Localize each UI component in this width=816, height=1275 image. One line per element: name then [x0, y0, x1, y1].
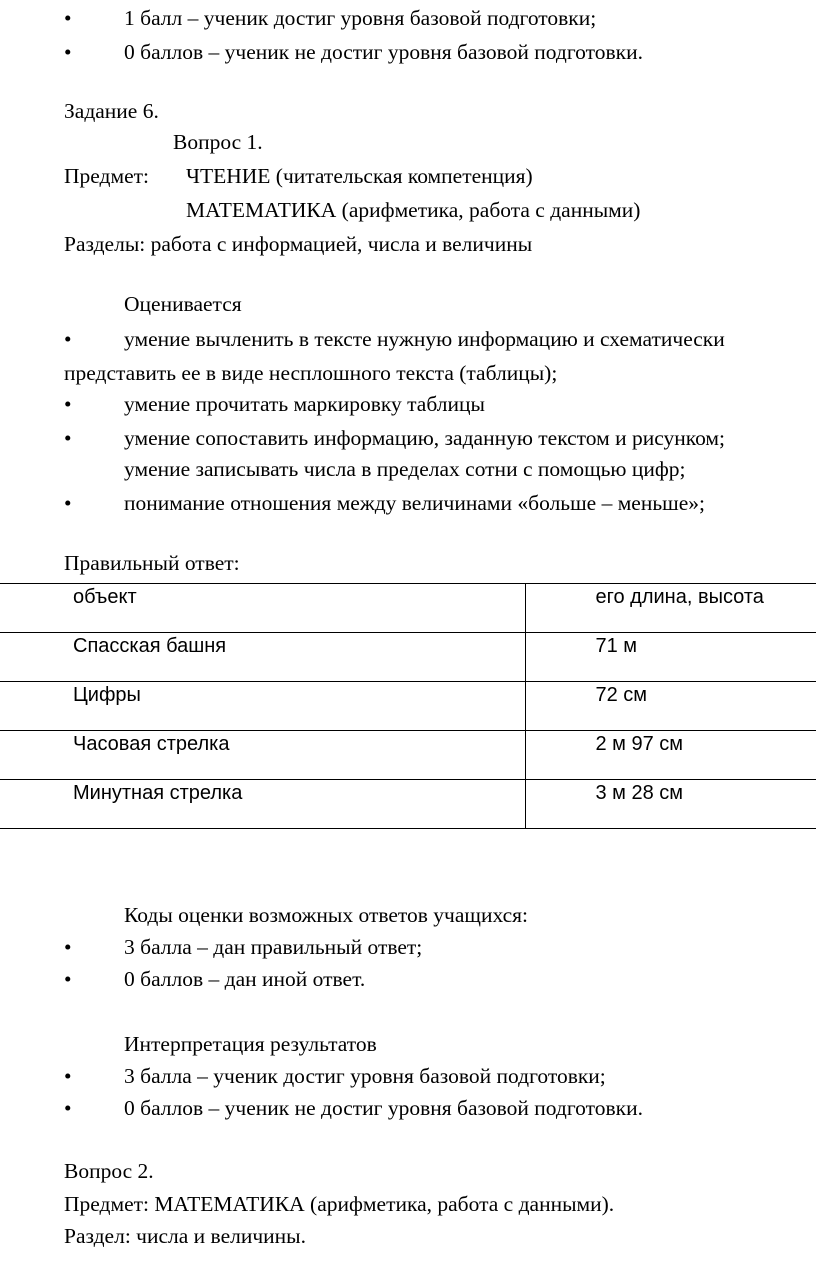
table-cell-length: 71 м [525, 633, 816, 682]
task-title: Задание 6. [64, 99, 159, 123]
answer-table [0, 583, 816, 829]
bullet-icon: • [64, 491, 72, 515]
table-header-row [0, 584, 816, 633]
table-cell-object: Спасская башня [0, 633, 525, 682]
question-2-subject: Предмет: МАТЕМАТИКА (арифметика, работа с данными). [64, 1192, 615, 1216]
assessed-item-2: умение прочитать маркировку таблицы [124, 392, 485, 416]
top-item-2: 0 баллов – ученик не достиг уровня базовой подготовки. [124, 40, 643, 64]
table-header-length: его длина, высота [525, 584, 816, 633]
bullet-icon: • [64, 426, 72, 450]
table-row [0, 731, 816, 780]
table-header-object: объект [0, 584, 525, 633]
assessed-item-4: понимание отношения между величинами «больше – меньше»; [124, 491, 705, 515]
table-row [0, 780, 816, 829]
subject-math: МАТЕМАТИКА (арифметика, работа с данными) [186, 198, 641, 222]
table-row [0, 633, 816, 682]
table-row [0, 682, 816, 731]
interpretation-heading: Интерпретация результатов [124, 1032, 377, 1056]
assessed-item-3: умение сопоставить информацию, заданную текстом и рисунком; [124, 426, 726, 450]
table-cell-object: Цифры [0, 682, 525, 731]
table-cell-length: 2 м 97 см [525, 731, 816, 780]
subject-label: Предмет: [64, 164, 149, 188]
question-2-section: Раздел: числа и величины. [64, 1224, 307, 1248]
table-cell-length: 3 м 28 см [525, 780, 816, 829]
table-cell-object: Минутная стрелка [0, 780, 525, 829]
interpretation-item-2: 0 баллов – ученик не достиг уровня базовой подготовки. [124, 1096, 643, 1120]
bullet-icon: • [64, 935, 72, 959]
bullet-icon: • [64, 1096, 72, 1120]
codes-item-1: 3 балла – дан правильный ответ; [124, 935, 423, 959]
assessed-item-1: умение вычленить в тексте нужную информацию и схематически [124, 327, 725, 351]
question-2-title: Вопрос 2. [64, 1159, 154, 1183]
codes-item-2: 0 баллов – дан иной ответ. [124, 967, 366, 991]
question-1-title: Вопрос 1. [173, 130, 263, 154]
assessed-heading: Оценивается [124, 292, 242, 316]
top-item-1: 1 балл – ученик достиг уровня базовой подготовки; [124, 6, 597, 30]
bullet-icon: • [64, 6, 72, 30]
table-cell-length: 72 см [525, 682, 816, 731]
codes-heading: Коды оценки возможных ответов учащихся: [124, 903, 529, 927]
subject-reading: ЧТЕНИЕ (читательская компетенция) [186, 164, 533, 188]
assessed-item-3-cont: умение записывать числа в пределах сотни с помощью цифр; [124, 457, 686, 481]
bullet-icon: • [64, 327, 72, 351]
bullet-icon: • [64, 967, 72, 991]
answer-label: Правильный ответ: [64, 551, 240, 575]
bullet-icon: • [64, 40, 72, 64]
interpretation-item-1: 3 балла – ученик достиг уровня базовой подготовки; [124, 1064, 606, 1088]
bullet-icon: • [64, 1064, 72, 1088]
bullet-icon: • [64, 392, 72, 416]
table-cell-object: Часовая стрелка [0, 731, 525, 780]
assessed-item-1-cont: представить ее в виде несплошного текста (таблицы); [64, 361, 558, 385]
sections-line: Разделы: работа с информацией, числа и величины [64, 232, 533, 256]
